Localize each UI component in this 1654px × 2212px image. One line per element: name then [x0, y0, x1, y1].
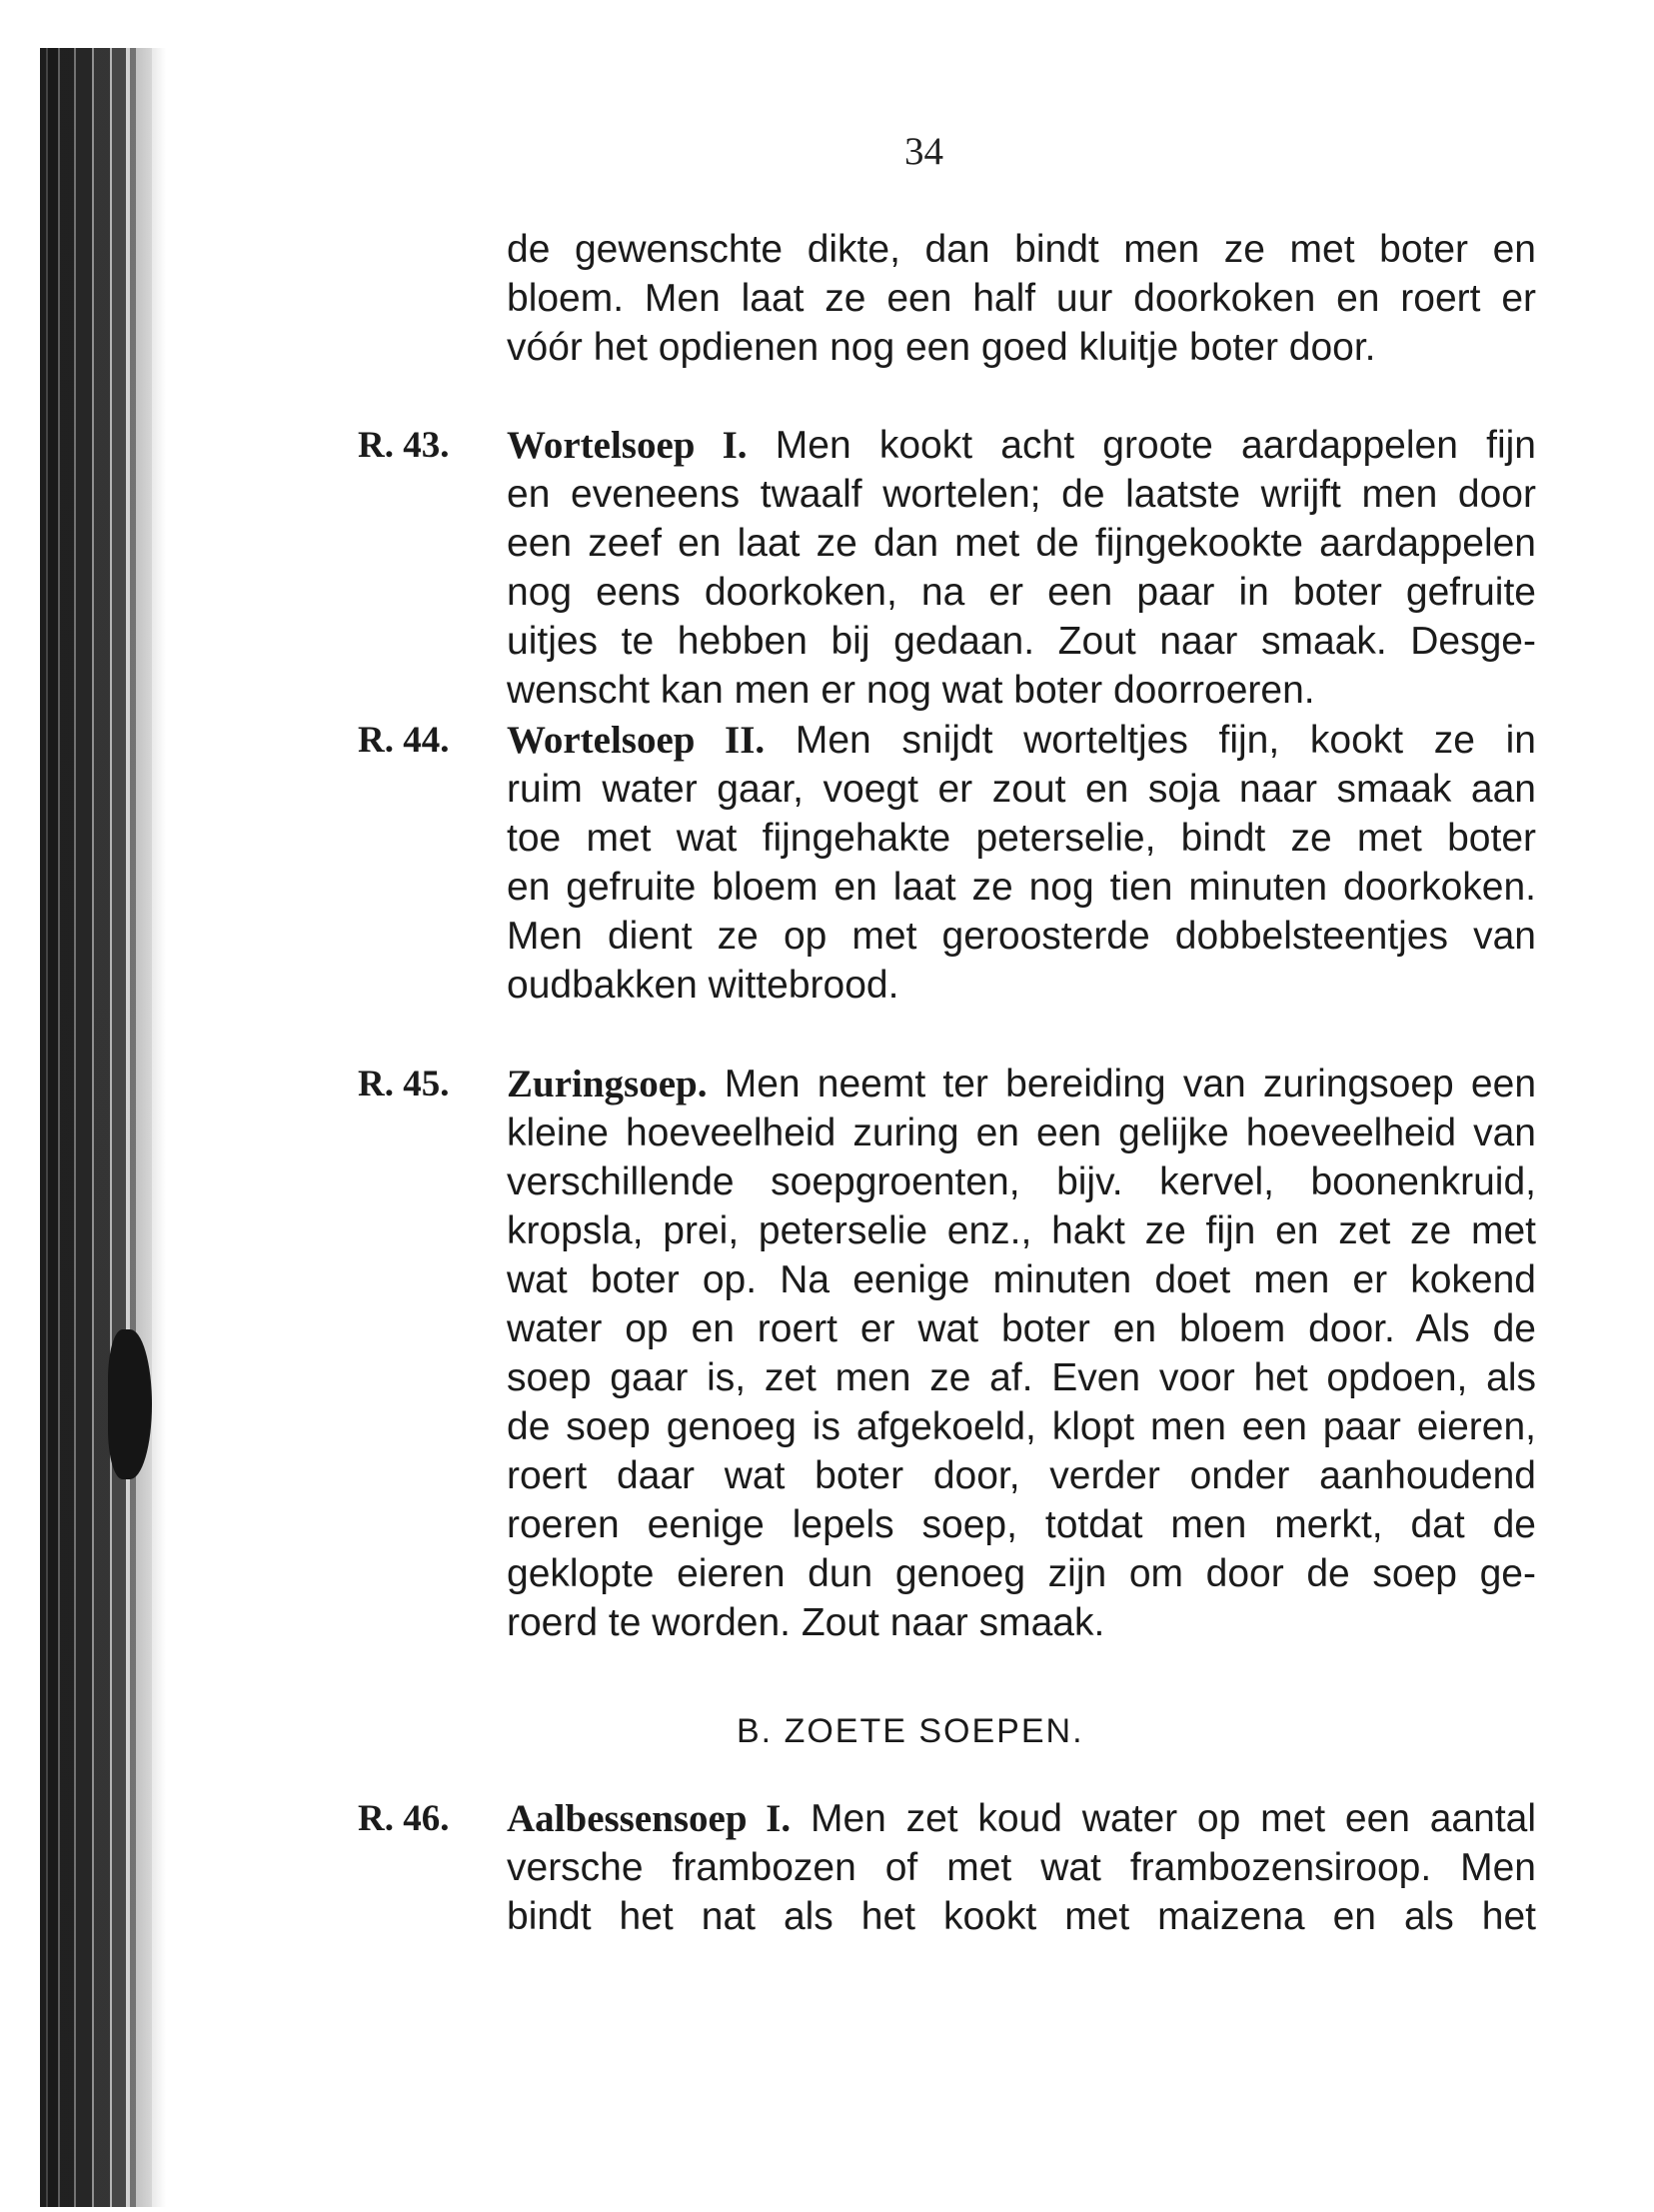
binding-shadow [136, 48, 166, 2207]
recipe-number-44: R. 44. [358, 720, 450, 761]
recipe-45-first-text: Men neemt ter bereiding van zuringsoep een [724, 1063, 1537, 1106]
recipe-45-line: kropsla, prei, peterselie enz., hakt ze fijn en zet ze met [507, 1209, 1536, 1252]
recipe-46-line: bindt het nat als het kookt met maizena en als het [507, 1895, 1536, 1938]
intro-line-1: de gewenschte dikte, dan bindt men ze met boter en [507, 228, 1536, 271]
recipe-46-line: versche frambozen of met wat frambozensiroop. Men [507, 1846, 1536, 1889]
recipe-44-title: Wortelsoep II. [507, 719, 766, 762]
recipe-43-line: een zeef en laat ze dan met de fijngekookte aardappelen [507, 522, 1536, 565]
page-number: 34 [904, 130, 943, 173]
recipe-45-line: verschillende soepgroenten, bijv. kervel, boonenkruid, [507, 1160, 1536, 1203]
intro-line-3: vóór het opdienen nog een goed kluitje boter door. [507, 326, 1376, 369]
section-heading: B. ZOETE SOEPEN. [737, 1712, 1084, 1750]
binding-tab [108, 1329, 152, 1479]
recipe-45-line: geklopte eieren dun genoeg zijn om door de soep ge- [507, 1552, 1536, 1595]
recipe-46-first-text: Men zet koud water op met een aantal [810, 1797, 1537, 1840]
recipe-43-line: en eveneens twaalf wortelen; de laatste wrijft men door [507, 473, 1536, 516]
recipe-43-line: nog eens doorkoken, na er een paar in boter gefruite [507, 571, 1536, 614]
recipe-43-title: Wortelsoep I. [507, 424, 748, 467]
recipe-44-line: en gefruite bloem en laat ze nog tien minuten doorkoken. [507, 866, 1536, 909]
recipe-46-first-line [507, 1795, 1536, 1843]
recipe-number-46: R. 46. [358, 1798, 450, 1839]
recipe-45-line: soep gaar is, zet men ze af. Even voor het opdoen, als [507, 1356, 1536, 1399]
recipe-45-line: water op en roert er wat boter en bloem door. Als de [507, 1307, 1536, 1350]
recipe-45-line: roeren eenige lepels soep, totdat men merkt, dat de [507, 1503, 1536, 1546]
recipe-44-line: oudbakken wittebrood. [507, 964, 899, 1007]
recipe-45-line: wat boter op. Na eenige minuten doet men er kokend [507, 1258, 1536, 1301]
recipe-43-line: wenscht kan men er nog wat boter doorroeren. [507, 669, 1315, 712]
recipe-43-first-text: Men kookt acht groote aardappelen fijn [775, 424, 1536, 467]
recipe-45-line: de soep genoeg is afgekoeld, klopt men een paar eieren, [507, 1405, 1536, 1448]
recipe-44-first-text: Men snijdt worteltjes fijn, kookt ze in [795, 719, 1536, 762]
recipe-number-45: R. 45. [358, 1064, 450, 1105]
recipe-45-first-line [507, 1061, 1536, 1108]
recipe-43-line: uitjes te hebben bij gedaan. Zout naar smaak. Desge- [507, 620, 1536, 663]
recipe-44-line: Men dient ze op met geroosterde dobbelsteentjes van [507, 915, 1536, 958]
recipe-44-first-line [507, 717, 1536, 765]
recipe-44-line: ruim water gaar, voegt er zout en soja naar smaak aan [507, 768, 1536, 811]
recipe-43-first-line [507, 422, 1536, 470]
recipe-46-title: Aalbessensoep I. [507, 1797, 792, 1840]
recipe-45-title: Zuringsoep. [507, 1063, 708, 1106]
recipe-45-line: roert daar wat boter door, verder onder aanhoudend [507, 1454, 1536, 1497]
recipe-45-line: kleine hoeveelheid zuring en een gelijke hoeveelheid van [507, 1111, 1536, 1154]
recipe-45-line: roerd te worden. Zout naar smaak. [507, 1601, 1105, 1644]
intro-line-2: bloem. Men laat ze een half uur doorkoken en roert er [507, 277, 1536, 320]
recipe-number-43: R. 43. [358, 425, 450, 466]
recipe-44-line: toe met wat fijngehakte peterselie, bindt ze met boter [507, 817, 1536, 860]
